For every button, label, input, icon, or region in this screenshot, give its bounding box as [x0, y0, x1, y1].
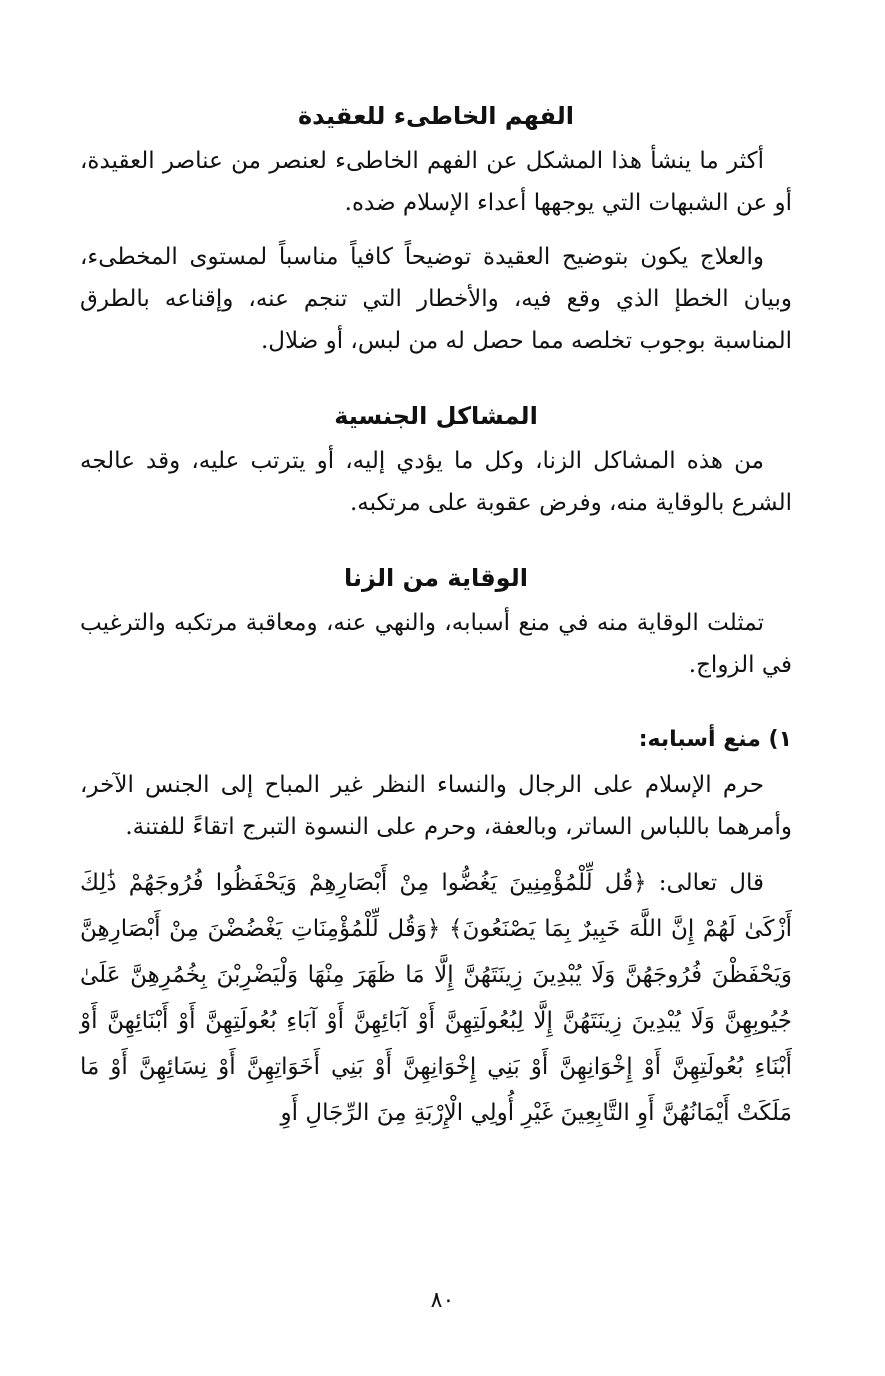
section-heading-creed-misunderstanding: الفهم الخاطىء للعقيدة	[297, 102, 575, 130]
section-spacer	[80, 524, 792, 558]
section-heading-prevention: الوقاية من الزنا	[344, 564, 528, 592]
section-heading-sexual-problems: المشاكل الجنسية	[334, 402, 538, 430]
page-content	[80, 96, 792, 1136]
paragraph-spacer	[80, 224, 792, 236]
paragraph-prevent-causes: حرم الإسلام على الرجال والنساء النظر غير المباح إلى الجنس الآخر، وأمرهما باللباس الساتر، وبالعفة، وحرم على النسوة التبرج اتقاءً للفتنة.	[80, 772, 792, 840]
quran-verse-paragraph: قال تعالى: ﴿قُل لِّلْمُؤْمِنِينَ يَغُضُّوا مِنْ أَبْصَارِهِمْ وَيَحْفَظُوا فُرُوجَهُمْ ذَٰلِكَ أَزْكَىٰ لَهُمْ إِنَّ اللَّهَ خَبِيرٌ بِمَا يَصْنَعُونَ﴾ ﴿وَقُل لِّلْمُؤْمِنَاتِ يَغْضُضْنَ مِنْ أَبْصَارِهِنَّ وَيَحْفَظْنَ فُرُوجَهُنَّ وَلَا يُبْدِينَ زِينَتَهُنَّ إِلَّا مَا ظَهَرَ مِنْهَا وَلْيَضْرِبْنَ بِخُمُرِهِنَّ عَلَىٰ جُيُوبِهِنَّ وَلَا يُبْدِينَ زِينَتَهُنَّ إِلَّا لِبُعُولَتِهِنَّ أَوْ آبَائِهِنَّ أَوْ آبَاءِ بُعُولَتِهِنَّ أَوْ أَبْنَائِهِنَّ أَوْ أَبْنَاءِ بُعُولَتِهِنَّ أَوْ إِخْوَانِهِنَّ أَوْ بَنِي إِخْوَانِهِنَّ أَوْ بَنِي أَخَوَاتِهِنَّ أَوْ نِسَائِهِنَّ أَوْ مَا مَلَكَتْ أَيْمَانُهُنَّ أَوِ التَّابِعِينَ غَيْرِ أُولِي الْإِرْبَةِ مِنَ الرِّجَالِ أَوِ	[80, 870, 792, 1126]
paragraph-creed-remedy: والعلاج يكون بتوضيح العقيدة توضيحاً كافياً مناسباً لمستوى المخطىء، وبيان الخطإ الذي وقع فيه، والأخطار التي تنجم عنه، وإقناعه بالطرق المناسبة بوجوب تخلصه مما حصل له من لبس، أو ضلال.	[80, 244, 792, 354]
subheading-prevent-causes: ١) منع أسبابه:	[638, 727, 792, 752]
paragraph-spacer	[80, 848, 792, 860]
section-spacer	[80, 686, 792, 720]
page-number: ٨٠	[430, 1288, 455, 1313]
paragraph-sexual-problems: من هذه المشاكل الزنا، وكل ما يؤدي إليه، أو يترتب عليه، وقد عالجه الشرع بالوقاية منه، وفرض عقوبة على مرتكبه.	[80, 448, 792, 516]
paragraph-creed-problem: أكثر ما ينشأ هذا المشكل عن الفهم الخاطىء لعنصر من عناصر العقيدة، أو عن الشبهات التي يوجهها أعداء الإسلام ضده.	[80, 148, 792, 216]
paragraph-prevention: تمثلت الوقاية منه في منع أسبابه، والنهي عنه، ومعاقبة مرتكبه والترغيب في الزواج.	[80, 610, 792, 678]
section-spacer	[80, 362, 792, 396]
